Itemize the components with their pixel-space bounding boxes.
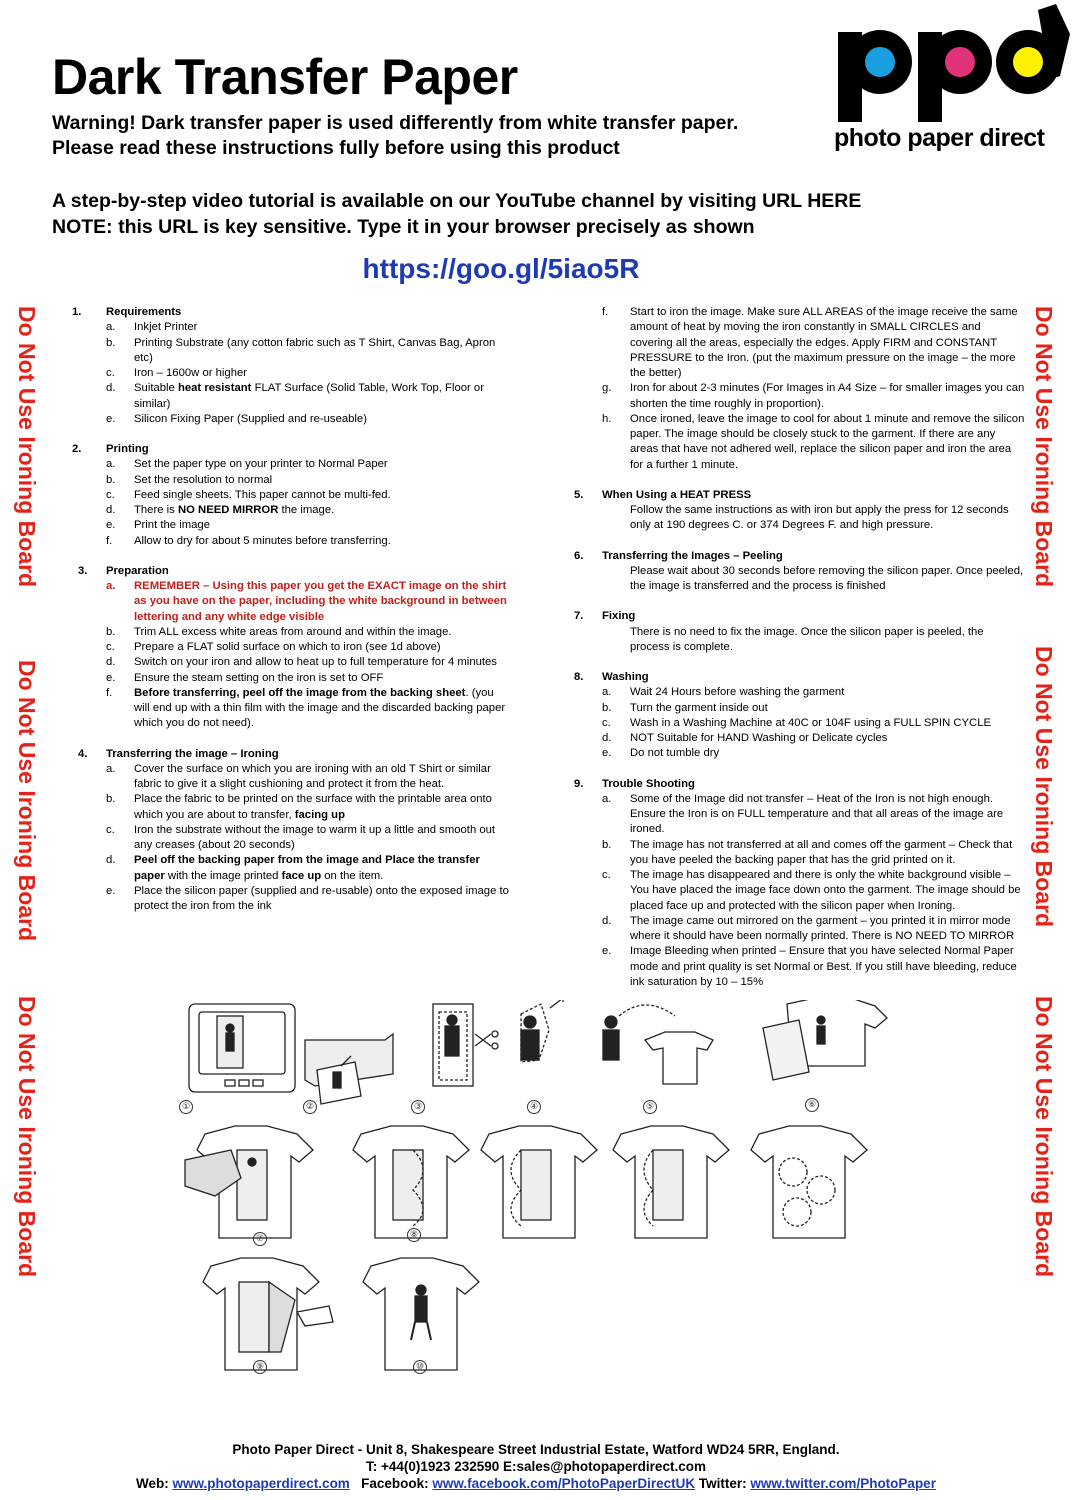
list-item: [72, 381, 512, 412]
item-text-bold: NO NEED MIRROR: [177, 504, 279, 516]
step-number: ②: [303, 1100, 317, 1114]
list-item: [574, 792, 1026, 838]
section-heading: [72, 747, 512, 762]
list-item: [72, 473, 512, 488]
item-text: The image came out mirrored on the garment – you printed it in mirror mode where it should have been normally printed. There is NO NEED TO MIRROR: [630, 914, 1015, 942]
step-number: ⑨: [253, 1360, 267, 1374]
list-item: [72, 686, 512, 732]
section-heading: [574, 549, 1026, 564]
step-number: ③: [411, 1100, 425, 1114]
item-text: Silicon Fixing Paper (Supplied and re-useable): [134, 412, 367, 425]
item-label: c.: [106, 823, 115, 836]
item-label: d.: [106, 854, 116, 867]
item-text-part: FLAT Surface (Solid Table, Work Top, Floor or similar): [134, 382, 484, 410]
step-number: ⑩: [413, 1360, 427, 1374]
item-text: NOT Suitable for HAND Washing or Delicate cycles: [630, 732, 888, 744]
section-number: 3.: [78, 564, 88, 577]
section-number: 5.: [574, 488, 584, 501]
section-text: There is no need to fix the image. Once the silicon paper is peeled, the process is complete.: [630, 625, 984, 653]
list-item: [574, 381, 1026, 412]
item-text: Prepare a FLAT solid surface on which to iron (see 1d above): [134, 641, 441, 653]
item-text: The image has not transferred at all and comes off the garment – Check that you have peeled the backing paper that has the grid printed on it.: [630, 838, 1013, 866]
section-title: Transferring the image – Ironing: [106, 747, 279, 760]
section-ironing-continued: [574, 305, 1026, 473]
ironing-shirt-illustration: [751, 1126, 867, 1238]
item-label: b.: [106, 625, 116, 638]
item-label: b.: [106, 473, 116, 486]
side-label-right-1: Do Not Use Ironing Board: [1031, 306, 1057, 588]
section-text: Please wait about 30 seconds before removing the silicon paper. Once peeled, the image is transferred and the process is finished: [630, 564, 1024, 592]
item-text: Feed single sheets. This paper cannot be multi-fed.: [134, 488, 391, 501]
item-text: Do not tumble dry: [630, 747, 720, 760]
section-heading: [574, 488, 1026, 503]
item-text: The image has disappeared and there is only the white background visible – You have placed the image face down onto the garment. The image should be placed face up and protected with the silicon paper when Ironing.: [630, 869, 1021, 912]
list-item: [72, 503, 512, 518]
section-title: Washing: [602, 671, 649, 683]
peel-illustration: [521, 1000, 563, 1062]
item-label: a.: [106, 762, 116, 775]
twitter-link[interactable]: www.twitter.com/PhotoPaper: [750, 1476, 936, 1491]
step-number: ⑧: [407, 1228, 421, 1242]
list-item: [72, 534, 512, 549]
item-text-bold: facing up: [294, 808, 345, 821]
list-item: [574, 838, 1026, 869]
item-text: Some of the Image did not transfer – Heat of the Iron is not high enough. Ensure the Iron is on FULL temperature and that all areas of the image are ironed.: [630, 792, 1004, 836]
instructions-left-column: [72, 305, 512, 929]
list-item: [574, 746, 1026, 761]
section-requirements: [72, 305, 512, 427]
item-label: e.: [602, 945, 612, 958]
section-number: 2.: [72, 443, 82, 455]
list-item: [574, 914, 1026, 945]
item-text: Allow to dry for about 5 minutes before transferring.: [134, 534, 391, 547]
item-text-bold: face up: [281, 869, 322, 882]
item-text: [134, 381, 512, 412]
section-number: 1.: [72, 306, 82, 318]
ironing-shirt-illustration: [481, 1126, 597, 1238]
list-item: [72, 366, 512, 381]
side-label-right-2: Do Not Use Ironing Board: [1031, 646, 1057, 928]
item-text-part: on the item.: [321, 869, 384, 882]
list-item: [72, 640, 512, 655]
list-item: [72, 823, 512, 854]
item-text: [134, 853, 512, 884]
side-label-left-2: Do Not Use Ironing Board: [14, 660, 40, 942]
section-heading: [72, 442, 512, 457]
item-label: e.: [602, 747, 612, 760]
place-illustration: [603, 1005, 713, 1084]
list-item: [574, 716, 1026, 731]
section-title: Requirements: [106, 306, 182, 318]
tutorial-line-2: NOTE: this URL is key sensitive. Type it in your browser precisely as shown: [52, 216, 755, 238]
item-text: Iron – 1600w or higher: [134, 367, 248, 379]
list-item: [574, 701, 1026, 716]
list-item: [72, 457, 512, 472]
item-label: c.: [106, 367, 115, 379]
item-label: f.: [106, 686, 113, 699]
list-item: [574, 868, 1026, 914]
footer-address: Photo Paper Direct - Unit 8, Shakespeare Street Industrial Estate, Watford WD24 5RR, England.: [232, 1442, 840, 1457]
scissors-illustration: [433, 1004, 498, 1086]
item-text: REMEMBER – Using this paper you get the EXACT image on the shirt as you have on the paper, including the white background in between lettering and any white edge visible: [134, 580, 507, 623]
shirt-illustration: [763, 1000, 887, 1080]
item-label: a.: [106, 321, 116, 334]
item-text-part: . (you will end up with a thin film with the image and the discarded backing paper which you do not need).: [134, 686, 506, 730]
item-text: Set the resolution to normal: [134, 473, 273, 486]
item-text-bold: Before transferring, peel off the image from the backing sheet: [134, 686, 466, 699]
list-item: [72, 320, 512, 335]
section-title: When Using a HEAT PRESS: [602, 488, 752, 501]
list-item: [72, 518, 512, 533]
item-label: e.: [106, 412, 116, 425]
item-text: Wash in a Washing Machine at 40C or 104F using a FULL SPIN CYCLE: [630, 716, 992, 729]
section-title: Fixing: [602, 610, 636, 623]
list-item: [72, 625, 512, 640]
twitter-label: Twitter:: [695, 1476, 751, 1491]
logo-text: photo paper direct: [834, 124, 1045, 152]
ppd-logo: [832, 4, 1072, 154]
item-text: Print the image: [134, 519, 210, 532]
item-text-part: the image.: [278, 504, 335, 516]
item-label: g.: [602, 382, 612, 395]
item-label: b.: [602, 838, 612, 851]
item-text: Place the silicon paper (supplied and re-usable) onto the exposed image to protect the iron from the ink: [134, 884, 509, 912]
warning-line-1: Warning! Dark transfer paper is used differently from white transfer paper.: [52, 112, 739, 134]
step-number: ⑦: [253, 1232, 267, 1246]
section-heading: [574, 777, 1026, 792]
item-label: d.: [106, 656, 116, 669]
item-text-bold: heat resistant: [177, 382, 252, 395]
section-title: Transferring the Images – Peeling: [602, 549, 783, 562]
item-label: e.: [106, 671, 116, 684]
item-text: Switch on your iron and allow to heat up to full temperature for 4 minutes: [134, 656, 497, 669]
item-text: Ensure the steam setting on the iron is set to OFF: [134, 671, 384, 684]
item-label: e.: [106, 519, 116, 532]
list-item: [72, 336, 512, 367]
item-label: d.: [106, 382, 116, 395]
item-text: [134, 792, 512, 823]
list-item: [72, 762, 512, 793]
section-washing: [574, 670, 1026, 762]
section-fixing: [574, 609, 1026, 655]
item-text: Inkjet Printer: [134, 321, 198, 334]
section-title: Preparation: [106, 564, 169, 577]
item-label: c.: [106, 488, 115, 501]
side-label-right-3: Do Not Use Ironing Board: [1031, 996, 1057, 1278]
section-heading: [574, 670, 1026, 685]
facebook-link[interactable]: www.facebook.com/PhotoPaperDirectUK: [432, 1476, 696, 1491]
step-number: ①: [179, 1100, 193, 1114]
list-item: [574, 731, 1026, 746]
finished-shirt-illustration: [363, 1258, 479, 1370]
section-troubleshooting: [574, 777, 1026, 991]
section-number: 7.: [574, 610, 584, 623]
item-text: Trim ALL excess white areas from around and within the image.: [134, 625, 452, 638]
section-preparation: [72, 564, 512, 732]
ironing-shirt-illustration: [353, 1126, 469, 1238]
list-item: [574, 944, 1026, 990]
step-illustrations: [175, 1000, 895, 1380]
section-printing: [72, 442, 512, 549]
section-title: Printing: [106, 443, 149, 455]
list-item: [574, 305, 1026, 381]
step-illustrations-drawing: [175, 1000, 895, 1380]
iron-shirt-illustration: [185, 1126, 313, 1238]
warning-text: [52, 111, 738, 161]
web-label: Web:: [136, 1476, 173, 1491]
list-item: [574, 685, 1026, 700]
tutorial-line-1: A step-by-step video tutorial is available on our YouTube channel by visiting URL HERE: [52, 190, 862, 212]
step-number: ⑤: [643, 1100, 657, 1114]
list-item: [72, 488, 512, 503]
item-text: Turn the garment inside out: [630, 701, 768, 714]
item-label: f.: [602, 306, 609, 318]
section-number: 6.: [574, 549, 584, 562]
item-text: [134, 503, 512, 518]
printer-illustration: [305, 1034, 393, 1104]
item-label: c.: [602, 716, 611, 729]
section-text: Follow the same instructions as with iron but apply the press for 12 seconds only at 190 degrees C. or 374 Degrees F. and high pressure.: [630, 504, 1009, 532]
item-text-bold: Peel off the backing paper from the image and Place the transfer paper: [134, 854, 480, 882]
item-label: a.: [602, 792, 612, 805]
item-label: e.: [106, 884, 116, 897]
list-item: [72, 853, 512, 884]
section-heading: [72, 305, 512, 320]
tutorial-text: [52, 188, 861, 240]
page-title: Dark Transfer Paper: [52, 49, 518, 105]
list-item: [72, 884, 512, 915]
side-label-left-1: Do Not Use Ironing Board: [14, 306, 40, 588]
item-text-part: with the image printed: [164, 869, 282, 882]
list-item: [72, 655, 512, 670]
item-text: Cover the surface on which you are ironing with an old T Shirt or similar fabric to give it a slight cushioning and protect it from the heat.: [134, 762, 491, 790]
item-label: d.: [106, 504, 116, 516]
section-ironing: [72, 747, 512, 915]
list-item: [72, 671, 512, 686]
item-text: [134, 686, 512, 732]
list-item: [72, 412, 512, 427]
item-text: Printing Substrate (any cotton fabric such as T Shirt, Canvas Bag, Apron etc): [134, 336, 496, 364]
section-number: 8.: [574, 671, 584, 683]
item-label: b.: [106, 793, 116, 806]
section-number: 4.: [78, 747, 88, 760]
facebook-label: Facebook:: [349, 1476, 433, 1491]
section-number: 9.: [574, 777, 584, 790]
item-text: Set the paper type on your printer to Normal Paper: [134, 458, 388, 471]
section-heading: [574, 609, 1026, 624]
item-text: Iron the substrate without the image to warm it up a little and smooth out any creases (about 20 seconds): [134, 823, 496, 851]
section-peeling: [574, 549, 1026, 595]
item-label: a.: [106, 580, 116, 592]
warning-line-2: Please read these instructions fully before using this product: [52, 137, 620, 159]
section-title: Trouble Shooting: [602, 777, 695, 790]
item-text: Start to iron the image. Make sure ALL AREAS of the image receive the same amount of heat by moving the iron constantly in SMALL CIRCLES and covering all the areas, especially the edges. Apply FIRM and CONSTANT PRESSURE to the Iron. (put the maximum pressure on the image – the more the better): [630, 306, 1018, 379]
item-text-part: Suitable: [134, 382, 178, 395]
item-text: Wait 24 Hours before washing the garment: [630, 686, 845, 699]
item-text: Once ironed, leave the image to cool for about 1 minute and remove the silicon paper. The image should be closely stuck to the garment. If there are any areas that have not adhered well, replace the silicon paper and iron the area for a further 1 minute.: [630, 412, 1025, 471]
item-text-part: Place the fabric to be printed on the surface with the printable area onto which you are about to transfer,: [134, 793, 492, 821]
list-item: [574, 412, 1026, 473]
ppd-logo-mark: [832, 4, 1072, 124]
footer-links: [0, 1475, 1072, 1492]
item-label: b.: [106, 336, 116, 349]
item-label: d.: [602, 732, 612, 744]
step-number: ⑥: [805, 1098, 819, 1112]
tutorial-url[interactable]: https://goo.gl/5iao5R: [362, 253, 640, 284]
list-item-remember: [72, 579, 512, 625]
instructions-right-column: [574, 305, 1026, 1005]
website-link[interactable]: www.photopaperdirect.com: [172, 1476, 350, 1491]
item-label: a.: [106, 458, 116, 471]
side-label-left-3: Do Not Use Ironing Board: [14, 996, 40, 1278]
section-heat-press: [574, 488, 1026, 534]
step-number: ④: [527, 1100, 541, 1114]
ironing-shirt-illustration: [613, 1126, 729, 1238]
item-label: h.: [602, 412, 612, 425]
item-label: a.: [602, 686, 612, 699]
item-label: c.: [106, 641, 115, 653]
monitor-illustration: [189, 1004, 295, 1092]
list-item: [72, 792, 512, 823]
item-label: f.: [106, 534, 113, 547]
item-text: Image Bleeding when printed – Ensure that you have selected Normal Paper mode and print quality is set Normal or Best. If you still have bleeding, reduce ink saturation by 10 – 15%: [630, 945, 1017, 988]
peel-shirt-illustration: [203, 1258, 333, 1370]
footer-contact: T: +44(0)1923 232590 E:sales@photopaperdirect.com: [366, 1459, 706, 1474]
item-label: c.: [602, 869, 611, 881]
item-label: b.: [602, 701, 612, 714]
item-text-part: There is: [134, 504, 178, 516]
item-text: Iron for about 2-3 minutes (For Images in A4 Size – for smaller images you can shorten the time roughly in proportion).: [630, 382, 1025, 410]
section-heading: [72, 564, 512, 579]
item-label: d.: [602, 914, 612, 927]
